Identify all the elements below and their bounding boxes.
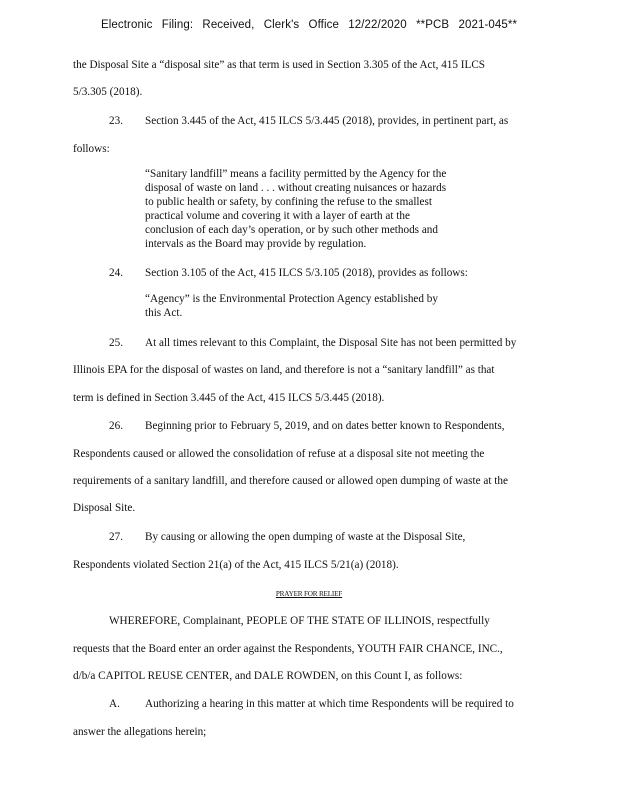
paragraph-23-text: Section 3.445 of the Act, 415 ILCS 5/3.445 (2018), provides, in pertinent part, as <box>145 115 509 127</box>
wherefore-text: d/b/a CAPITOL REUSE CENTER, and DALE ROWDEN, on this Count I, as follows: <box>73 670 463 682</box>
paragraph-23-text: follows: <box>73 143 110 155</box>
block-quote-line: this Act. <box>145 307 183 319</box>
block-quote-line: disposal of waste on land . . . without creating nuisances or hazards <box>145 182 447 194</box>
relief-item-letter-a: A. <box>109 698 120 710</box>
paragraph-25-text: At all times relevant to this Complaint, the Disposal Site has not been permitted by <box>145 337 517 349</box>
relief-item-a-text: Authorizing a hearing in this matter at which time Respondents will be required to <box>145 698 514 710</box>
paragraph-26-text: requirements of a sanitary landfill, and therefore caused or allowed open dumping of waste at the <box>73 475 508 487</box>
paragraph-number-23: 23. <box>109 115 123 127</box>
block-quote-line: conclusion of each day’s operation, or by such other methods and <box>145 224 438 236</box>
paragraph-27-text: Respondents violated Section 21(a) of the Act, 415 ILCS 5/21(a) (2018). <box>73 559 399 571</box>
paragraph-26-text: Disposal Site. <box>73 502 136 514</box>
paragraph-26-text: Beginning prior to February 5, 2019, and on dates better known to Respondents, <box>145 420 505 432</box>
paragraph-25-text: Illinois EPA for the disposal of wastes on land, and therefore is not a “sanitary landfill” as that <box>73 364 495 376</box>
paragraph-number-25: 25. <box>109 337 123 349</box>
prayer-heading-text: PRAYER FOR RELIEF <box>275 590 343 598</box>
body-line: 5/3.305 (2018). <box>73 86 143 98</box>
paragraph-25-text: term is defined in Section 3.445 of the Act, 415 ILCS 5/3.445 (2018). <box>73 392 385 404</box>
paragraph-number-24: 24. <box>109 267 123 279</box>
block-quote-line: to public health or safety, by confining the refuse to the smallest <box>145 196 432 208</box>
paragraph-24-text: Section 3.105 of the Act, 415 ILCS 5/3.105 (2018), provides as follows: <box>145 267 468 279</box>
paragraph-27-text: By causing or allowing the open dumping of waste at the Disposal Site, <box>145 531 466 543</box>
paragraph-number-26: 26. <box>109 420 123 432</box>
relief-item-a-text: answer the allegations herein; <box>73 726 207 738</box>
wherefore-text: requests that the Board enter an order against the Respondents, YOUTH FAIR CHANCE, INC., <box>73 643 503 655</box>
paragraph-26-text: Respondents caused or allowed the consolidation of refuse at a disposal site not meeting the <box>73 448 485 460</box>
paragraph-number-27: 27. <box>109 531 123 543</box>
prayer-for-relief-heading <box>0 590 618 599</box>
filing-stamp-header: Electronic Filing: Received, Clerk's Office 12/22/2020 **PCB 2021-045** <box>100 19 518 31</box>
block-quote-line: practical volume and covering it with a layer of earth at the <box>145 210 410 222</box>
block-quote-line: intervals as the Board may provide by regulation. <box>145 238 367 250</box>
block-quote-line: “Sanitary landfill” means a facility permitted by the Agency for the <box>145 168 447 180</box>
body-line: the Disposal Site a “disposal site” as that term is used in Section 3.305 of the Act, 415 ILCS <box>73 59 486 71</box>
block-quote-line: “Agency” is the Environmental Protection Agency established by <box>145 293 438 305</box>
wherefore-text: WHEREFORE, Complainant, PEOPLE OF THE STATE OF ILLINOIS, respectfully <box>109 615 490 627</box>
